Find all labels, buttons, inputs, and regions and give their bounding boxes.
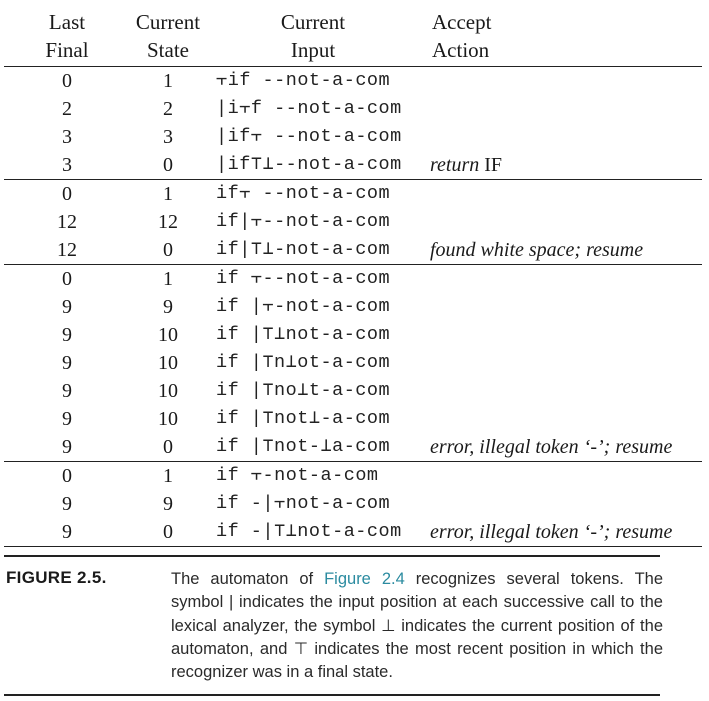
cell-accept-action — [420, 433, 702, 462]
cell-accept-action — [420, 151, 702, 180]
cell-current-input: if|⊤⊥-not-a-com — [206, 236, 420, 265]
cell-current-input: |if⊤⊥--not-a-com — [206, 151, 420, 180]
cell-current-input: if⫟ --not-a-com — [216, 183, 391, 204]
cell-current-state: 1 — [163, 268, 173, 290]
cell-current-state: 10 — [158, 380, 178, 402]
cell-last-final: 0 — [62, 183, 72, 205]
table-row — [4, 462, 702, 491]
cell-current-state: 0 — [130, 151, 206, 180]
cell-last-final: 3 — [62, 126, 72, 148]
cell-current-input: if -|⫟not-a-com — [216, 493, 391, 514]
figure-caption — [171, 568, 663, 684]
cell-current-state: 0 — [130, 236, 206, 265]
cell-current-input: if |⊤not⊥-a-com — [216, 408, 391, 429]
header-current-state-line2: State — [130, 36, 206, 67]
header-accept-action-line1: Accept — [432, 10, 492, 34]
cell-accept-action — [420, 95, 702, 123]
cell-current-state: 10 — [158, 408, 178, 430]
cell-current-input: if |⊤n⊥ot-a-com — [216, 352, 391, 373]
cell-last-final: 9 — [4, 433, 130, 462]
cell-current-state: 1 — [163, 183, 173, 205]
cell-current-state: 10 — [158, 324, 178, 346]
cell-current-input: ⫟if --not-a-com — [216, 70, 391, 91]
cell-current-state: 12 — [158, 211, 178, 233]
header-accept-action-line2: Action — [420, 36, 702, 67]
table-row — [4, 518, 702, 547]
cell-current-state: 9 — [163, 493, 173, 515]
header-current-input-line1: Current — [280, 10, 346, 34]
cell-current-state: 9 — [163, 296, 173, 318]
caption-text-start: The automaton of — [171, 570, 325, 588]
table-header — [4, 8, 702, 67]
table-row — [4, 405, 702, 433]
cell-accept-action — [420, 67, 702, 96]
cell-last-final: 0 — [62, 70, 72, 92]
cell-last-final: 9 — [62, 352, 72, 374]
figure-reference-link[interactable]: Figure 2.4 — [324, 570, 405, 588]
header-current-input-line2: Input — [206, 36, 420, 67]
cell-current-state: 3 — [163, 126, 173, 148]
caption-bottom-rule — [4, 694, 660, 696]
caption-top-rule — [4, 555, 660, 557]
table-row — [4, 490, 702, 518]
figure-label: FIGURE 2.5. — [6, 568, 107, 587]
cell-last-final: 12 — [57, 211, 77, 233]
cell-last-final: 0 — [62, 268, 72, 290]
table-row — [4, 293, 702, 321]
table-row — [4, 180, 702, 209]
caption-text-rest: recognizes several tokens. The symbol | indicates the input position at each successive call to the lexical analyzer, the symbol ⊥ indicates the current position of the automaton, and ⊤ indicates the most recent position in which the recognizer was in a final state. — [171, 570, 663, 682]
cell-current-state: 0 — [130, 518, 206, 547]
action-text: error, illegal token ‘-’; resume — [430, 521, 673, 543]
table-row — [4, 208, 702, 236]
table-row — [4, 95, 702, 123]
cell-last-final: 9 — [62, 493, 72, 515]
table-row — [4, 67, 702, 96]
cell-accept-action — [420, 293, 702, 321]
automaton-trace-table-container — [4, 8, 702, 547]
table-row — [4, 236, 702, 265]
table-row — [4, 151, 702, 180]
cell-accept-action — [420, 265, 702, 294]
cell-current-input: if -|⊤⊥not-a-com — [206, 518, 420, 547]
cell-accept-action — [420, 462, 702, 491]
cell-current-input: if |⊤⊥not-a-com — [216, 324, 391, 345]
cell-accept-action — [420, 208, 702, 236]
cell-current-input: |i⫟f --not-a-com — [216, 98, 402, 119]
action-token-text: IF — [479, 154, 503, 176]
cell-last-final: 9 — [62, 408, 72, 430]
cell-accept-action — [420, 349, 702, 377]
cell-current-input: if|⫟--not-a-com — [216, 211, 391, 232]
cell-current-state: 0 — [130, 433, 206, 462]
cell-current-state: 1 — [163, 465, 173, 487]
table-row — [4, 123, 702, 151]
table-row — [4, 377, 702, 405]
cell-current-state: 1 — [163, 70, 173, 92]
cell-last-final: 9 — [62, 380, 72, 402]
cell-current-input: if ⫟--not-a-com — [216, 268, 391, 289]
header-last-final-line2: Final — [4, 36, 130, 67]
cell-last-final: 9 — [4, 518, 130, 547]
action-text: return — [430, 154, 480, 176]
header-last-final-line1: Last — [48, 10, 86, 34]
table-row — [4, 265, 702, 294]
cell-current-state: 2 — [163, 98, 173, 120]
cell-current-input: |if⫟ --not-a-com — [216, 126, 402, 147]
cell-current-input: if |⊤no⊥t-a-com — [216, 380, 391, 401]
cell-last-final: 9 — [62, 296, 72, 318]
cell-accept-action — [420, 377, 702, 405]
cell-current-input: if |⊤not-⊥a-com — [206, 433, 420, 462]
table-row — [4, 349, 702, 377]
cell-accept-action — [420, 180, 702, 209]
table-row — [4, 433, 702, 462]
cell-accept-action — [420, 518, 702, 547]
cell-last-final: 2 — [62, 98, 72, 120]
cell-accept-action — [420, 405, 702, 433]
cell-accept-action — [420, 490, 702, 518]
cell-last-final: 12 — [4, 236, 130, 265]
cell-accept-action — [420, 123, 702, 151]
header-current-state-line1: Current — [135, 10, 201, 34]
cell-current-input: if ⫟-not-a-com — [216, 465, 379, 486]
cell-last-final: 0 — [62, 465, 72, 487]
cell-last-final: 3 — [4, 151, 130, 180]
action-text: found white space; resume — [430, 239, 644, 261]
cell-current-state: 10 — [158, 352, 178, 374]
cell-accept-action — [420, 321, 702, 349]
cell-current-input: if |⫟-not-a-com — [216, 296, 391, 317]
table-row — [4, 321, 702, 349]
action-text: error, illegal token ‘-’; resume — [430, 436, 673, 458]
automaton-trace-table — [4, 8, 702, 547]
cell-accept-action — [420, 236, 702, 265]
cell-last-final: 9 — [62, 324, 72, 346]
table-body — [4, 67, 702, 547]
